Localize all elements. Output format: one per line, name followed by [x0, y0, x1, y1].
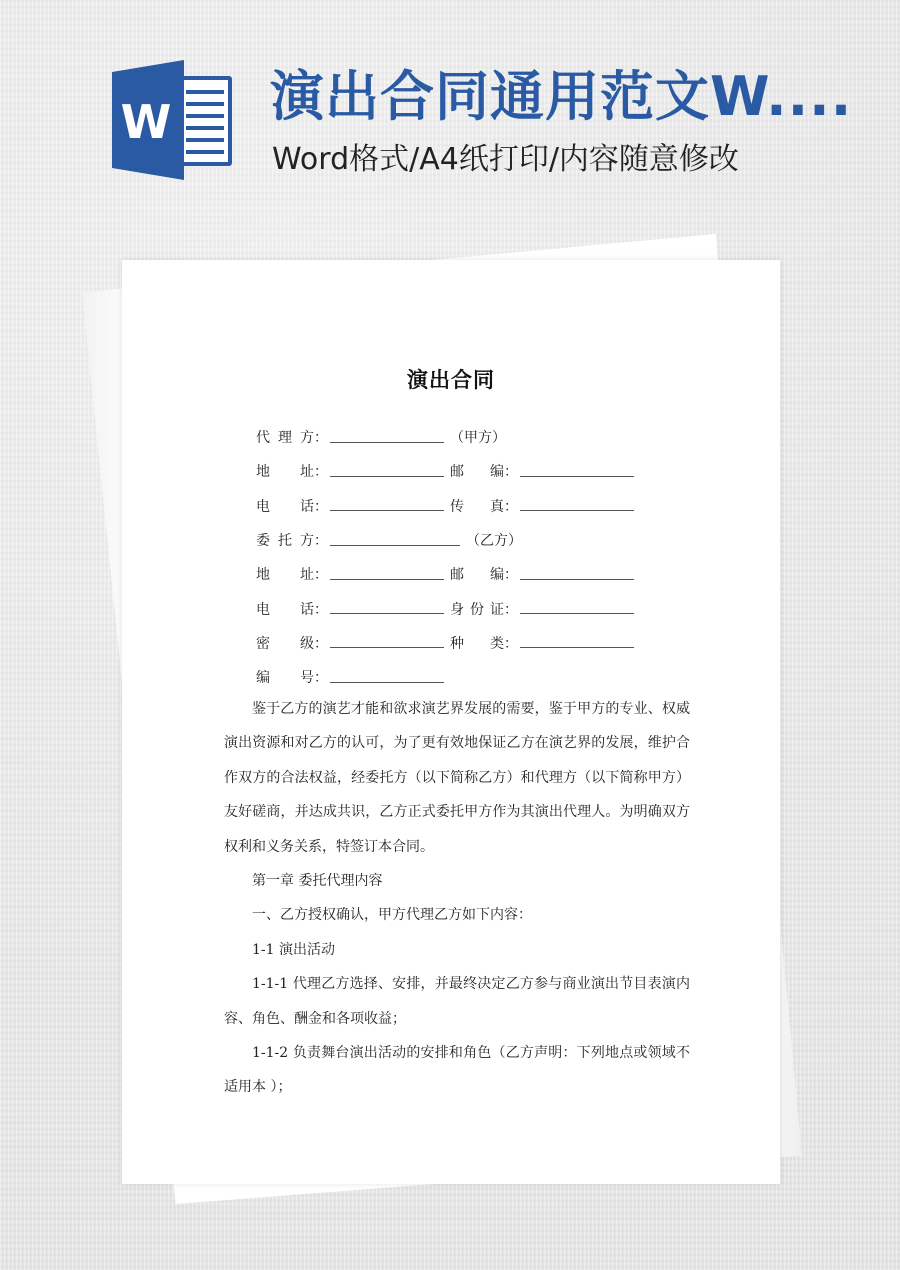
- field-row-agent: 代理方 ： （甲方）: [256, 420, 676, 454]
- document-title: 演出合同: [407, 367, 495, 392]
- security-level-blank[interactable]: [330, 633, 444, 648]
- contract-number-blank[interactable]: [330, 668, 444, 683]
- agent-postcode-blank[interactable]: [520, 462, 634, 477]
- client-phone-blank[interactable]: [330, 599, 444, 614]
- clause-heading: 1-1 演出活动: [252, 941, 335, 958]
- field-row-classification: 密 级 ： 种 类 ：: [256, 626, 676, 660]
- field-label: 委托方: [256, 533, 314, 550]
- agent-address-blank[interactable]: [330, 462, 444, 477]
- client-id-blank[interactable]: [520, 599, 634, 614]
- page-subtitle: Word格式/A4纸打印/内容随意修改: [272, 142, 739, 177]
- category-blank[interactable]: [520, 633, 634, 648]
- field-row-agent-phone: 电 话 ： 传 真 ：: [256, 489, 676, 523]
- agent-fax-blank[interactable]: [520, 496, 634, 511]
- field-label: 邮 编: [450, 464, 504, 481]
- page-title: 演出合同通用范文W....: [270, 65, 853, 128]
- client-name-blank[interactable]: [330, 531, 460, 546]
- field-label: 地 址: [256, 567, 314, 584]
- agent-name-blank[interactable]: [330, 428, 444, 443]
- field-suffix: （甲方）: [450, 430, 506, 447]
- field-label: 身份证: [450, 601, 504, 618]
- chapter-heading: 第一章 委托代理内容: [252, 873, 383, 890]
- contract-body: [224, 692, 690, 1105]
- field-row-agent-address: 地 址 ： 邮 编 ：: [256, 454, 676, 488]
- contract-fields: [256, 420, 676, 694]
- field-row-client-phone: 电 话 ： 身份证 ：: [256, 591, 676, 625]
- document-page: [122, 260, 780, 1184]
- client-postcode-blank[interactable]: [520, 565, 634, 580]
- field-label: 邮 编: [450, 567, 504, 584]
- svg-text:W: W: [120, 95, 172, 149]
- client-address-blank[interactable]: [330, 565, 444, 580]
- agent-phone-blank[interactable]: [330, 496, 444, 511]
- field-row-client-address: 地 址 ： 邮 编 ：: [256, 557, 676, 591]
- word-document-icon: [108, 58, 234, 182]
- header: [0, 0, 900, 220]
- field-row-number: 编 号 ：: [256, 660, 676, 694]
- field-label: 种 类: [450, 635, 504, 652]
- field-row-client: 委托方 ： （乙方）: [256, 523, 676, 557]
- field-label: 电 话: [256, 498, 314, 515]
- field-label: 地 址: [256, 464, 314, 481]
- section-heading: 一、乙方授权确认，甲方代理乙方如下内容：: [252, 907, 532, 924]
- field-label: 电 话: [256, 601, 314, 618]
- field-suffix: （乙方）: [466, 533, 522, 550]
- field-label: 密 级: [256, 635, 314, 652]
- preamble-paragraph: 鉴于乙方的演艺才能和欲求演艺界发展的需要，鉴于甲方的专业、权威演出资源和对乙方的认可，为了更有效地保证乙方在演艺界的发展，维护合作双方的合法权益，经委托方（以下简称乙方）和代理方（以下简称甲方）友好磋商，并达成共识，乙方正式委托甲方作为其演出代理人。为明确双方权利和义务关系，特签订本合同。: [224, 701, 690, 855]
- field-label: 编 号: [256, 670, 314, 687]
- clause-paragraph: 1-1-2 负责舞台演出活动的安排和角色（乙方声明：下列地点或领域不适用本 ）；: [224, 1045, 690, 1096]
- clause-paragraph: 1-1-1 代理乙方选择、安排，并最终决定乙方参与商业演出节目表演内容、角色、酬金和各项收益；: [224, 976, 690, 1027]
- field-label: 代理方: [256, 430, 314, 447]
- field-label: 传 真: [450, 498, 504, 515]
